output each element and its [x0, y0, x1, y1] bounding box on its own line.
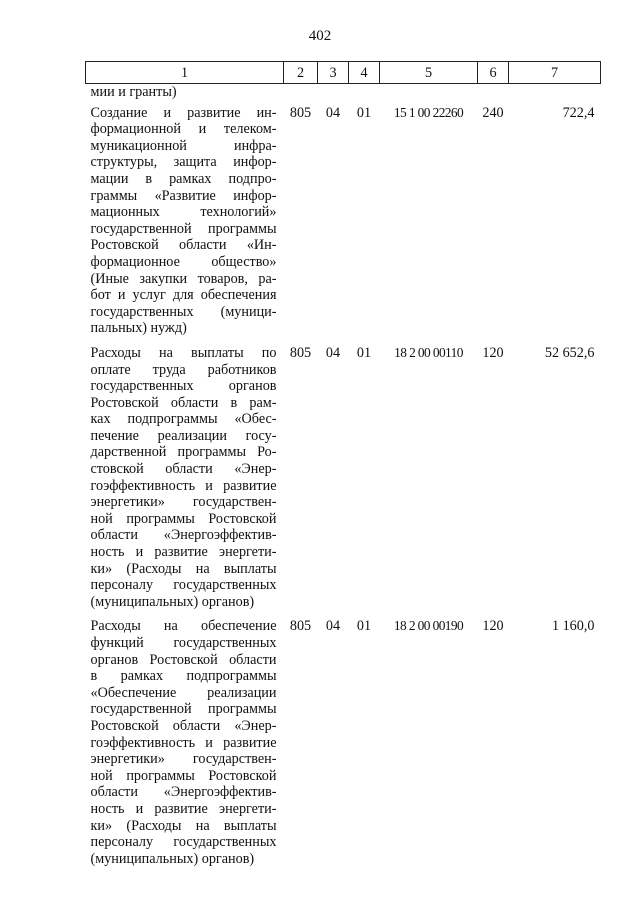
expense-name-line: ках подпрограммы «Обес- [90, 411, 277, 428]
expense-name [86, 618, 284, 875]
expense-name-line: функций государственных [90, 635, 277, 651]
table-row [86, 345, 601, 619]
expense-name-line: государственных органов [90, 378, 277, 395]
expense-name-line: персоналу государственных [90, 834, 277, 851]
expense-name-line: ки» (Расходы на выплаты [90, 560, 277, 577]
table-row [86, 618, 601, 875]
expense-name-line: области «Энергоэффектив- [90, 527, 277, 544]
target-article-code: 15 1 00 22260 [393, 104, 464, 120]
table-row [86, 105, 601, 345]
expense-name-line: гоэффективность и развитие [90, 477, 277, 494]
expense-name-line: энергетики» государствен- [90, 494, 277, 511]
expense-name-line: в рамках подпрограммы [90, 668, 277, 685]
expense-name-line: муникационной инфра- [90, 137, 277, 154]
header-col-3: 3 [318, 62, 349, 84]
expense-name-line: энергетики» государствен- [90, 751, 277, 768]
expense-name-line: государственной программы [90, 220, 277, 237]
expense-name-line: пальных) нужд) [90, 320, 187, 337]
expense-name-line: структуры, защита инфор- [90, 154, 277, 171]
target-article-code: 18 2 00 00190 [393, 618, 464, 634]
header-col-4: 4 [349, 62, 380, 84]
table-header [86, 62, 601, 84]
subsection-code: 01 [356, 344, 372, 361]
expense-name-line: Ростовской области «Ин- [90, 237, 277, 254]
header-row [86, 62, 601, 84]
expense-name-line: Расходы на выплаты по [90, 344, 277, 361]
expense-name-line: (муниципальных) органов) [90, 850, 255, 867]
expense-type-code: 240 [482, 104, 504, 121]
page-number: 402 [308, 28, 332, 44]
grbs-code: 805 [289, 104, 312, 121]
expense-name-line: ной программы Ростовской [90, 510, 277, 527]
expense-name-line: органов Ростовской области [90, 651, 277, 668]
expense-name-line: бот и услуг для обеспечения [90, 287, 277, 304]
table-body [86, 84, 601, 876]
expense-name-line: области «Энергоэффектив- [90, 784, 277, 801]
header-col-6: 6 [478, 62, 509, 84]
expense-name-line: ки» (Расходы на выплаты [90, 817, 277, 834]
subsection-code: 01 [356, 618, 372, 635]
expense-name-line: оплате труда работников [90, 361, 277, 378]
expense-name [86, 345, 284, 619]
expense-name-line: Создание и развитие ин- [90, 104, 277, 121]
expense-name-line: граммы «Развитие инфор- [90, 187, 277, 204]
grbs-code: 805 [289, 618, 312, 635]
expense-name-line: мационных технологий» [90, 204, 277, 221]
section-code: 04 [325, 618, 341, 635]
grbs-code: 805 [289, 344, 312, 361]
expense-type-code: 120 [482, 618, 504, 635]
expense-name-line: формационной и телеком- [90, 121, 277, 138]
expense-name-line: гоэффективность и развитие [90, 734, 277, 751]
expense-name-line: ность и развитие энергети- [90, 800, 277, 817]
expense-name-line: ной программы Ростовской [90, 767, 277, 784]
header-col-2: 2 [284, 62, 318, 84]
amount-value: 722,4 [562, 104, 595, 121]
header-col-5: 5 [380, 62, 478, 84]
section-code: 04 [325, 104, 341, 121]
expense-name-line: ность и развитие энергети- [90, 544, 277, 561]
expense-type-code: 120 [482, 344, 504, 361]
amount-value: 1 160,0 [551, 618, 595, 635]
subsection-code: 01 [356, 104, 372, 121]
continuation-row [86, 84, 601, 105]
expense-name-line: Ростовской области в рам- [90, 394, 277, 411]
expense-name-line: (Иные закупки товаров, ра- [90, 270, 277, 287]
expense-name-line: формационное общество» [90, 253, 277, 270]
header-col-1: 1 [86, 62, 284, 84]
amount-value: 52 652,6 [544, 344, 595, 361]
header-col-7: 7 [509, 62, 601, 84]
continuation-text: мии и гранты) [90, 84, 177, 100]
expense-name-line: государственных (муници- [90, 303, 277, 320]
expense-name-line: дарственной программы Ро- [90, 444, 277, 461]
expense-name-line: государственной программы [90, 701, 277, 718]
expense-name-line: (муниципальных) органов) [90, 593, 255, 610]
budget-table [85, 61, 601, 875]
expense-name-line: Ростовской области «Энер- [90, 717, 277, 734]
target-article-code: 18 2 00 00110 [394, 344, 463, 360]
expense-name-line: «Обеспечение реализации [90, 684, 277, 701]
expense-name [86, 105, 284, 345]
section-code: 04 [325, 344, 341, 361]
expense-name-line: печение реализации госу- [90, 427, 277, 444]
expense-name-line: персоналу государственных [90, 577, 277, 594]
expense-name-line: стовской области «Энер- [90, 461, 277, 478]
expense-name-line: мации в рамках подпро- [90, 170, 277, 187]
expense-name-line: Расходы на обеспечение [90, 618, 277, 635]
